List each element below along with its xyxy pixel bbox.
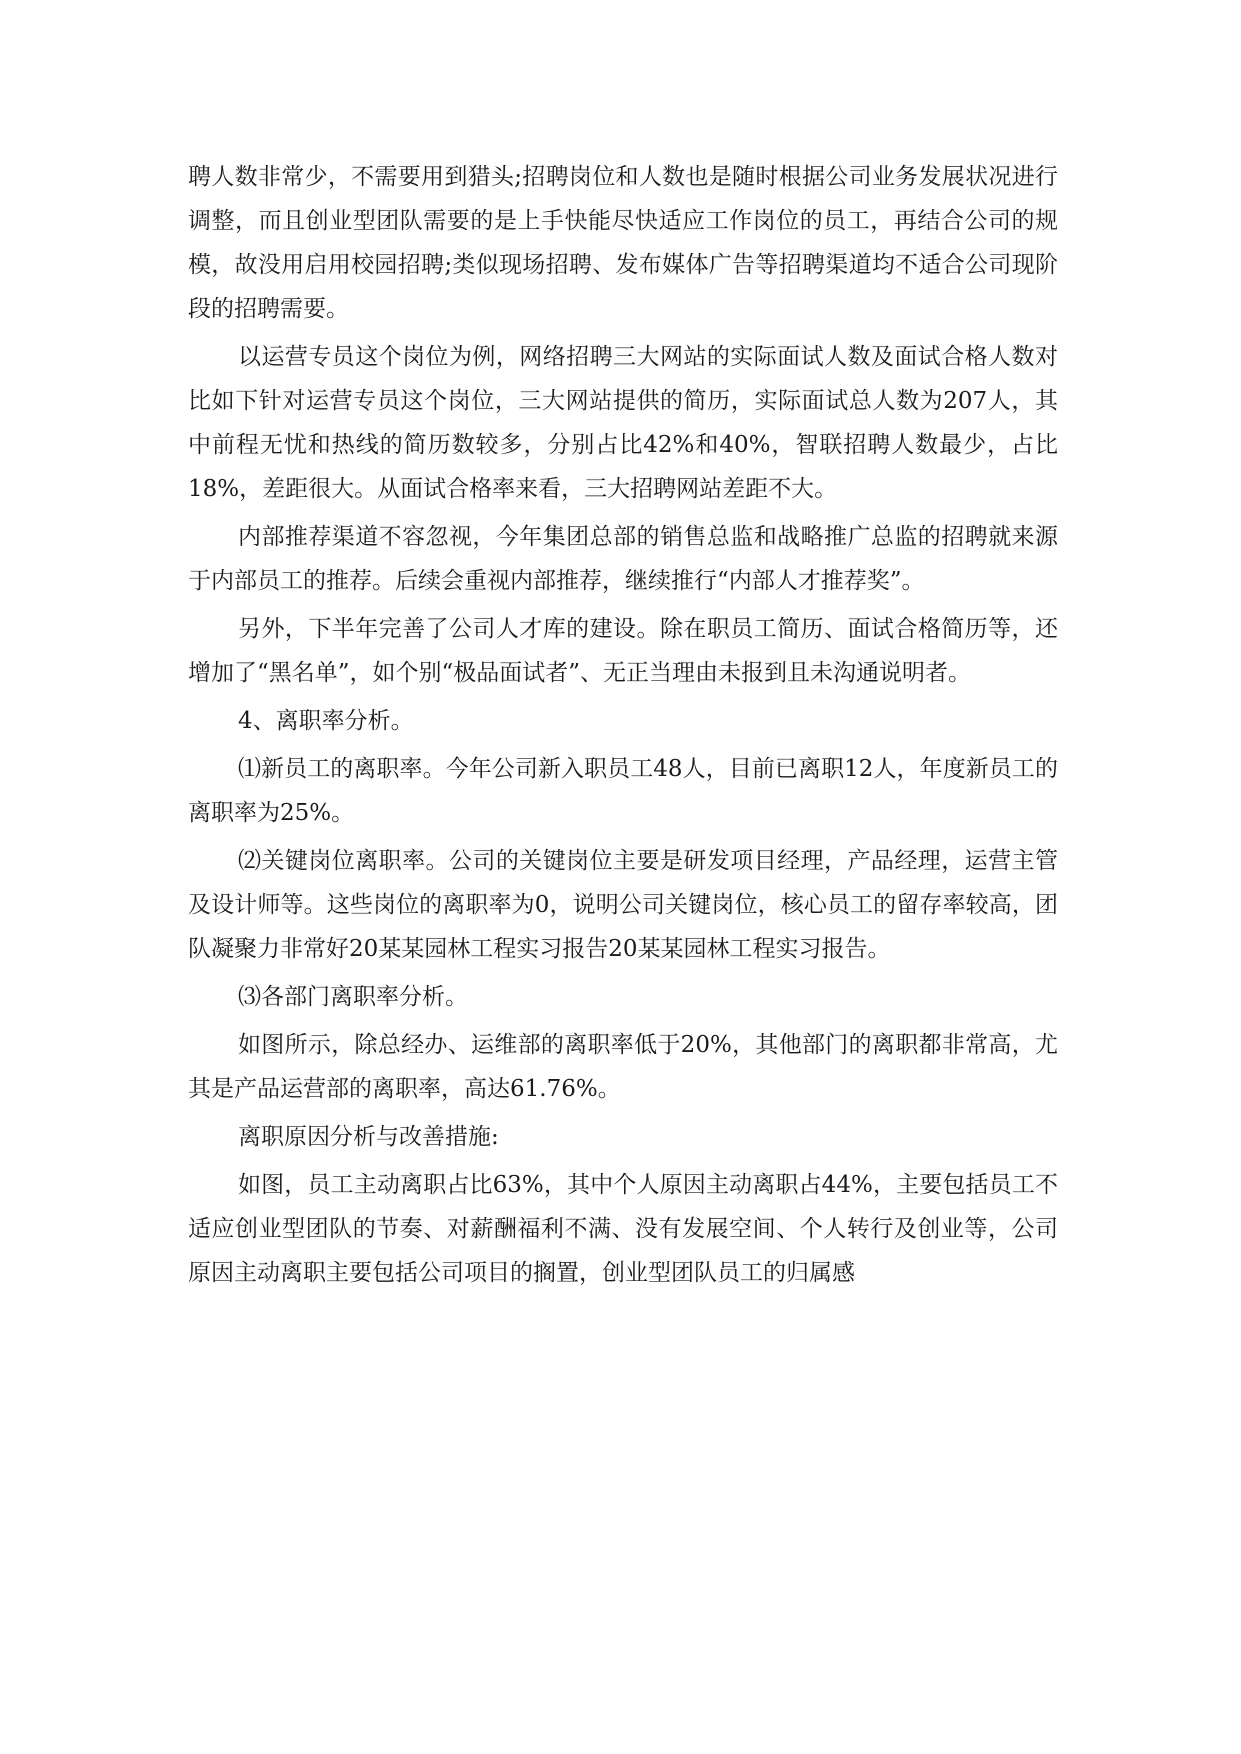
paragraph-talent-pool: 另外，下半年完善了公司人才库的建设。除在职员工简历、面试合格简历等，还增加了“黑名单”，如个别“极品面试者”、无正当理由未报到且未沟通说明者。 (188, 616, 1058, 686)
paragraph-key-position-turnover: ⑵关键岗位离职率。公司的关键岗位主要是研发项目经理，产品经理，运营主管及设计师等。这些岗位的离职率为0，说明公司关键岗位，核心员工的留存率较高，团队凝聚力非常好20某某园林工程实习报告20某某园林工程实习报告。 (188, 848, 1058, 962)
paragraph-turnover-reasons: 如图，员工主动离职占比63%，其中个人原因主动离职占44%，主要包括员工不适应创业型团队的节奏、对薪酬福利不满、没有发展空间、个人转行及创业等，公司原因主动离职主要包括公司项目的搁置，创业型团队员工的归属感 (188, 1172, 1058, 1286)
paragraph-new-employee-turnover: ⑴新员工的离职率。今年公司新入职员工48人，目前已离职12人，年度新员工的离职率为25%。 (188, 756, 1058, 826)
heading-department-turnover: ⑶各部门离职率分析。 (238, 984, 468, 1010)
paragraph-internal-referral: 内部推荐渠道不容忽视，今年集团总部的销售总监和战略推广总监的招聘就来源于内部员工的推荐。后续会重视内部推荐，继续推行“内部人才推荐奖”。 (188, 524, 1058, 594)
paragraph-operations-specialist: 以运营专员这个岗位为例，网络招聘三大网站的实际面试人数及面试合格人数对比如下针对运营专员这个岗位，三大网站提供的简历，实际面试总人数为207人，其中前程无忧和热线的简历数较多，分别占比42%和40%，智联招聘人数最少，占比18%，差距很大。从面试合格率来看，三大招聘网站差距不大。 (188, 344, 1058, 502)
heading-turnover-reasons: 离职原因分析与改善措施: (238, 1124, 499, 1150)
paragraph-department-turnover: 如图所示，除总经办、运维部的离职率低于20%，其他部门的离职都非常高，尤其是产品运营部的离职率，高达61.76%。 (188, 1032, 1058, 1102)
paragraph-recruitment-channels: 聘人数非常少，不需要用到猎头;招聘岗位和人数也是随时根据公司业务发展状况进行调整，而且创业型团队需要的是上手快能尽快适应工作岗位的员工，再结合公司的规模，故没用启用校园招聘;类似现场招聘、发布媒体广告等招聘渠道均不适合公司现阶段的招聘需要。 (188, 164, 1058, 322)
document-body (188, 155, 1058, 1299)
heading-turnover-analysis: 4、离职率分析。 (238, 708, 414, 734)
